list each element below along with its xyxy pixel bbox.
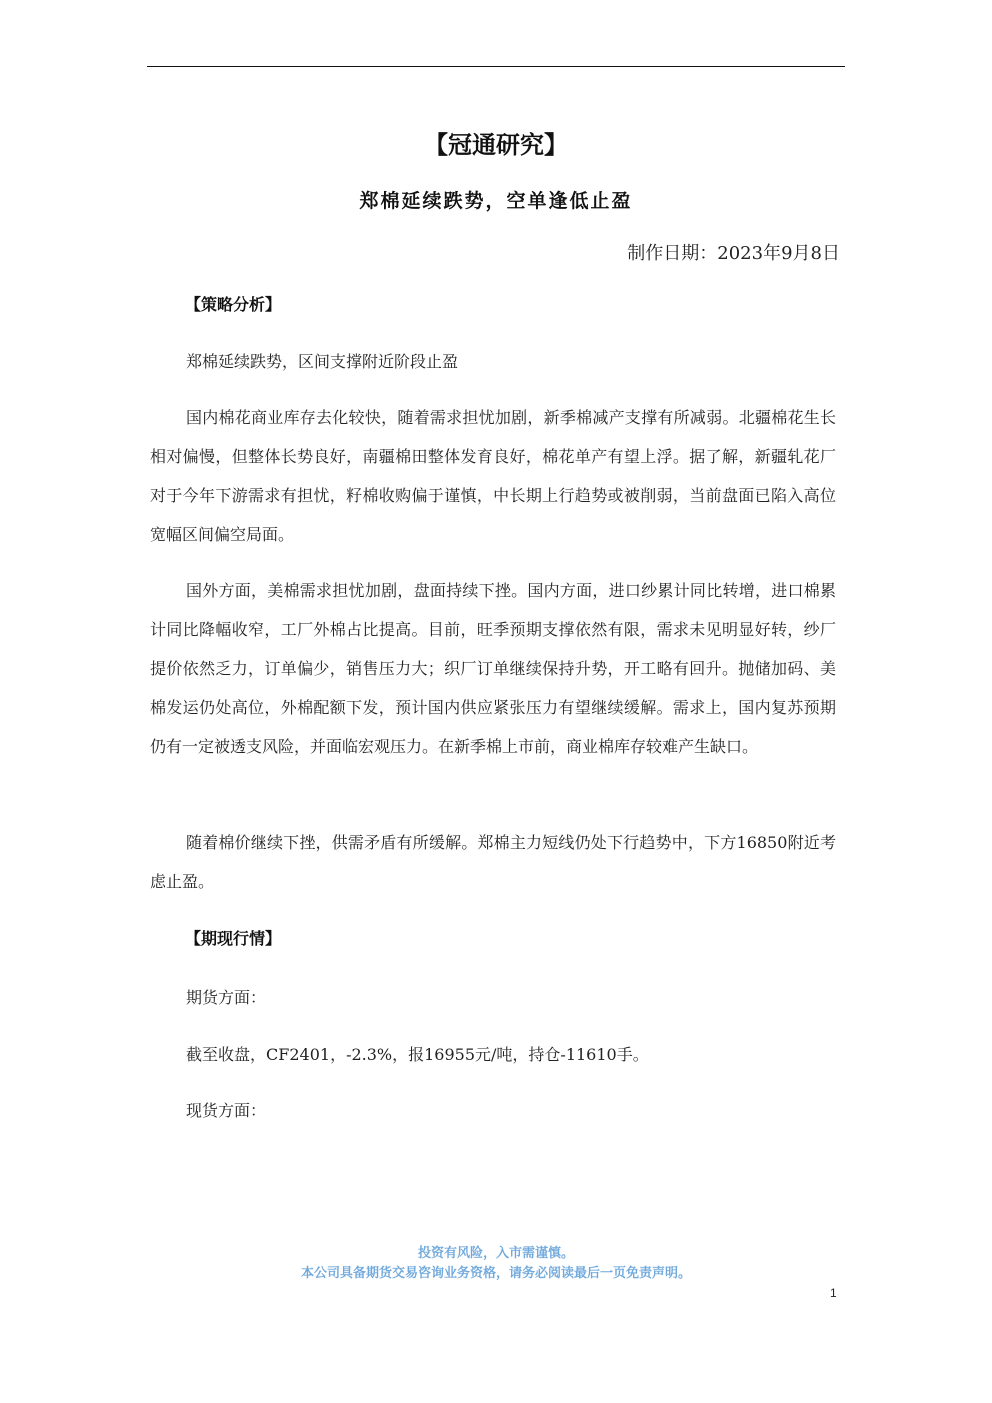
strategy-paragraph-summary: 郑棉延续跌势，区间支撑附近阶段止盈: [186, 352, 459, 371]
page-number: 1: [830, 1286, 837, 1300]
report-title: 郑棉延续跌势，空单逢低止盈: [359, 190, 633, 212]
strategy-paragraph-international: 国外方面，美棉需求担忧加剧，盘面持续下挫。国内方面，进口纱累计同比转增，进口棉累计同比降幅收窄，工厂外棉占比提高。目前，旺季预期支撑依然有限，需求未见明显好转，纱厂提价依然乏力，订单偏少，销售压力大；织厂订单继续保持升势，开工略有回升。抛储加码、美棉发运仍处高位，外棉配额下发，预计国内供应紧张压力有望继续缓解。需求上，国内复苏预期仍有一定被透支风险，并面临宏观压力。在新季棉上市前，商业棉库存较难产生缺口。: [150, 581, 836, 756]
brand-title: 【冠通研究】: [424, 130, 568, 159]
futures-detail: 截至收盘，CF2401，-2.3%，报16955元/吨，持仓-11610手。: [186, 1045, 649, 1064]
strategy-paragraph-outlook: 随着棉价继续下挫，供需矛盾有所缓解。郑棉主力短线仍处下行趋势中，下方16850附近考虑止盈。: [150, 833, 836, 891]
report-date: 制作日期：2023年9月8日: [627, 243, 840, 264]
header-rule: [147, 66, 845, 67]
market-heading: 【期现行情】: [185, 929, 282, 948]
futures-label: 期货方面：: [186, 988, 267, 1007]
disclaimer-notice: 本公司具备期货交易咨询业务资格，请务必阅读最后一页免责声明。: [300, 1266, 691, 1281]
spot-label: 现货方面：: [186, 1101, 267, 1120]
strategy-heading: 【策略分析】: [185, 295, 282, 314]
strategy-paragraph-domestic: 国内棉花商业库存去化较快，随着需求担忧加剧，新季棉减产支撑有所减弱。北疆棉花生长相对偏慢，但整体长势良好，南疆棉田整体发育良好，棉花单产有望上浮。据了解，新疆轧花厂对于今年下游需求有担忧，籽棉收购偏于谨慎，中长期上行趋势或被削弱，当前盘面已陷入高位宽幅区间偏空局面。: [150, 408, 836, 544]
risk-notice: 投资有风险，入市需谨慎。: [417, 1246, 574, 1261]
